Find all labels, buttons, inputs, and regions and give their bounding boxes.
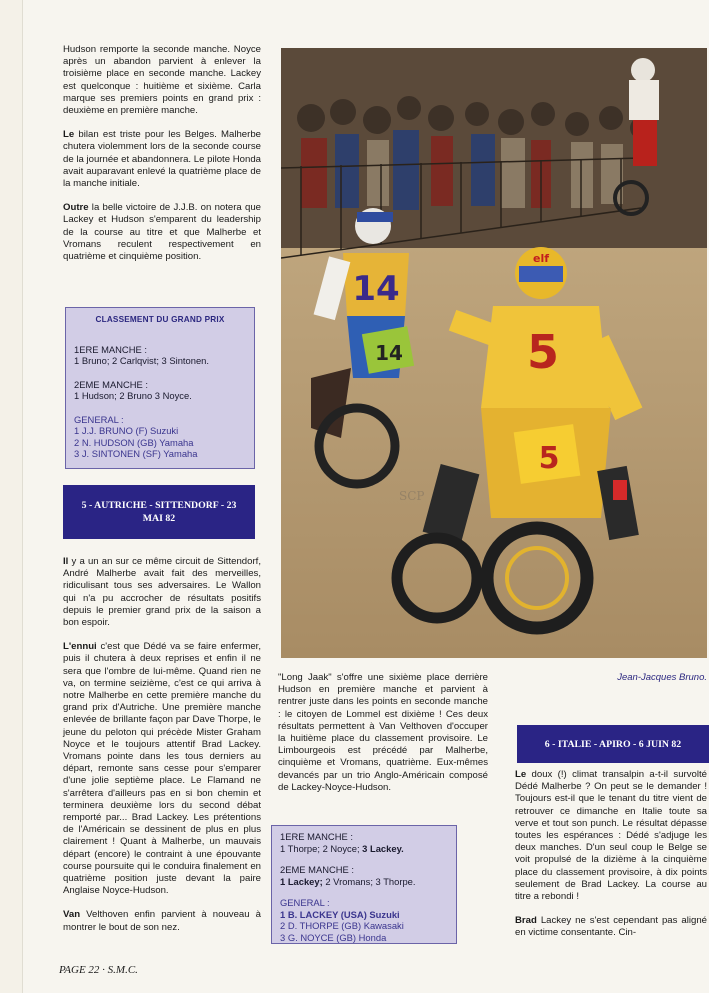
results-box-grand-prix xyxy=(65,307,255,469)
article-column-left xyxy=(63,44,261,275)
section-banner-italie: 6 - ITALIE - APIRO - 6 JUIN 82 xyxy=(517,725,709,763)
paragraph: Hudson remporte la seconde manche. Noyce après un abandon parvient à enlever la troisième place en seconde manche. Lackey est quelconque : huitième et sixième. Carla marque ses premiers points en grand prix : deuxième en première manche. xyxy=(63,44,261,117)
page-footer: PAGE 22 · S.M.C. xyxy=(59,964,138,976)
paragraph: L'ennui c'est que Dédé va se faire enfermer, puis il chutera à deux reprises et enfin il ne sera que l'ombre de lui-même. Quand rien ne va, on termine seizième, c'est ce qui arriva à notre Malherbe en cette première manche du grand prix d'Autriche. Une première manche enlevée de brillante façon par Dave Thorpe, le jeune du peloton qui précède Mister Graham Noyce et le toujours attentif Brad Lackey. Vromans pointe dans les tous derniers au départ, remonte sans cesse pour s'emparer d'une jolie septième place. Le Flamand ne s'arrêtera d'ailleurs pas en si bon chemin et terminera deuxième lors du second débat remporté par... Brad Lackey. Les prétentions de l'Américain se dessinent de plus en plus clairement ! Quant à Malherbe, un mauvais départ (encore) le contraint à une épouvante course poursuite qui le conduira finalement en quatrième position juste devant la paire Anglaise Noyce-Hudson. xyxy=(63,641,261,897)
results-manche-2: 2EME MANCHE : 1 Lackey; 2 Vromans; 3 Thorpe. xyxy=(280,864,416,887)
plate-number-back: 14 xyxy=(375,341,403,365)
results-box-title: CLASSEMENT DU GRAND PRIX xyxy=(95,315,225,324)
rider-number-front: 5 xyxy=(526,325,560,379)
results-general: GENERAL : 1 J.J. BRUNO (F) Suzuki 2 N. HUDSON (GB) Yamaha 3 J. SINTONEN (SF) Yamaha xyxy=(74,413,198,459)
results-manche-2: 2EME MANCHE : 1 Hudson; 2 Bruno 3 Noyce. xyxy=(74,378,192,401)
article-column-left-lower xyxy=(63,556,261,946)
paragraph: Il y a un an sur ce même circuit de Sittendorf, André Malherbe avait fait des merveilles, ridiculisant tous ses adversaires. Le Wallon qui n'a pu accrocher de résultats positifs depuis le premier grand prix de la saison a bon espoir. xyxy=(63,556,261,629)
rider-number-back: 14 xyxy=(352,269,400,309)
results-box-autriche xyxy=(271,825,457,944)
article-column-right xyxy=(515,769,707,952)
helmet-brand: elf xyxy=(532,252,550,265)
magazine-page xyxy=(22,0,709,993)
article-column-middle xyxy=(278,672,488,806)
paragraph: Van Velthoven enfin parvient à nouveau à montrer le bout de son nez. xyxy=(63,909,261,933)
results-manche-1: 1ERE MANCHE : 1 Bruno; 2 Carlqvist; 3 Sintonen. xyxy=(74,343,209,366)
photo-caption: Jean-Jacques Bruno. xyxy=(617,672,707,683)
paragraph: "Long Jaak" s'offre une sixième place derrière Hudson en première manche et parvient à rentrer juste dans les points en seconde manche : le citoyen de Lommel est dixième ! Ces deux résultats permettent à Van Velthoven d'occuper la huitième place du classement provisoire. Le Limbourgeois est précédé par Malherbe, cinquième et Vromans, quatrième. Eux-mêmes devancés par un trio Anglo-Américain composé de Lackey-Noyce-Hudson. xyxy=(278,672,488,793)
paragraph: Le bilan est triste pour les Belges. Malherbe chutera violemment lors de la seconde course de la journée et abandonnera. Le pilote Honda avait auparavant enlevé la quatrième place de la manche initiale. xyxy=(63,129,261,190)
paragraph: Le doux (!) climat transalpin a-t-il survolté Dédé Malherbe ? On peut se le demander ! Toujours est-il que le tenant du titre vient de retrouver ce dimanche en Italie toute sa verve et tout son punch. Le résultat dépasse toutes les espérances : Dédé s'adjuge les deux manches. D'un seul coup le Belge se voit propulsé de la dizième à la cinquième place du classement provisoire, à dix points seulement de Brad Lackey. La course au titre a rebondi ! xyxy=(515,769,707,903)
section-banner-autriche: 5 - AUTRICHE - SITTENDORF - 23 MAI 82 xyxy=(63,485,255,539)
paragraph: Brad Lackey ne s'est cependant pas aligné en victime consentante. Cin- xyxy=(515,915,707,939)
photo-watermark: SCP xyxy=(399,489,425,503)
motocross-photo xyxy=(281,48,707,658)
results-manche-1: 1ERE MANCHE : 1 Thorpe; 2 Noyce; 3 Lackey. xyxy=(280,831,404,854)
plate-number-front: 5 xyxy=(538,441,560,476)
photo-illustration xyxy=(281,48,707,658)
results-general: GENERAL : 1 B. LACKEY (USA) Suzuki 2 D. THORPE (GB) Kawasaki 3 G. NOYCE (GB) Honda xyxy=(280,897,404,943)
paragraph: Outre la belle victoire de J.J.B. on notera que Lackey et Hudson s'emparent du leadership de la course au titre et que Malherbe et Vromans reculent respectivement en quatrième et cinquième position. xyxy=(63,202,261,263)
